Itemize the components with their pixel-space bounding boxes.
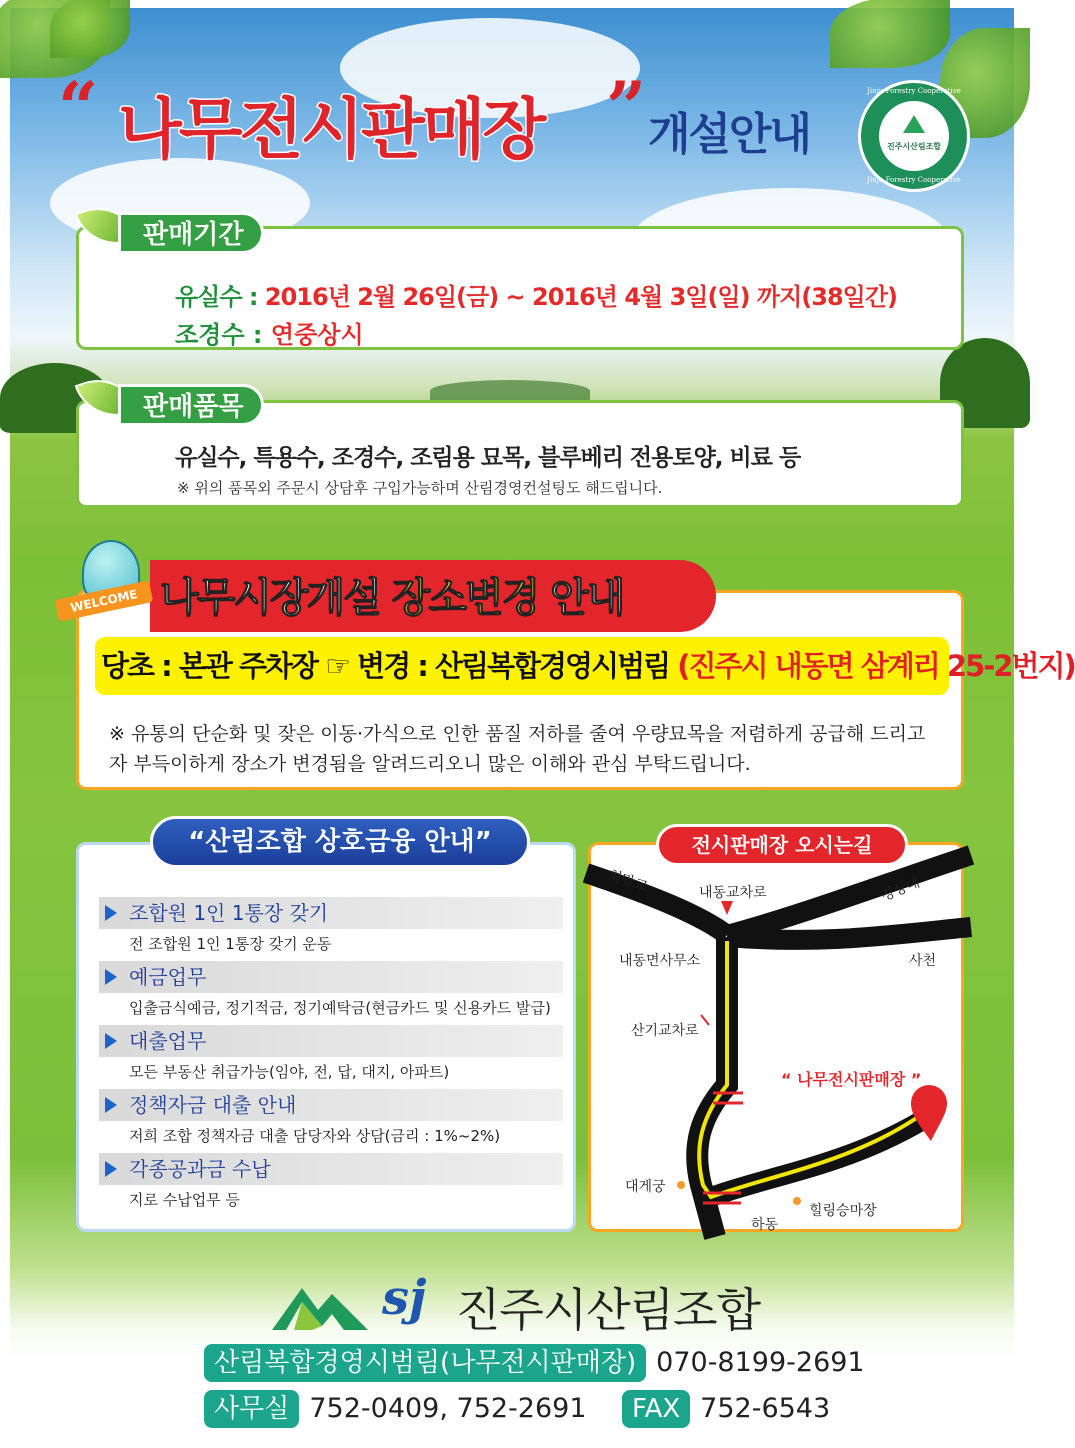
mountain-logo-icon	[272, 1280, 368, 1330]
colon: :	[252, 321, 263, 349]
title-open-quote: “	[58, 66, 99, 149]
seal-ring-text: Jinju Forestry Cooperative	[867, 176, 961, 184]
org-sj-letters: sj	[382, 1270, 427, 1326]
finance-item-title: 조합원 1인 1통장 갖기	[129, 901, 329, 925]
finance-item-head	[99, 1153, 563, 1185]
finance-item-head	[99, 1025, 563, 1057]
sale-items-note: ※ 위의 품목외 주문시 상담후 구입가능하며 산림경영컨설팅도 해드립니다.	[177, 479, 663, 497]
map-label-healing: 힐링승마장	[809, 1203, 877, 1219]
map-label-sangi-ic: 산기교차로	[631, 1023, 699, 1039]
colon: :	[248, 283, 258, 311]
banner-highlight: 장소변경	[391, 575, 539, 621]
finance-item-title: 대출업무	[129, 1029, 207, 1053]
contact-line-3	[622, 1390, 830, 1428]
directions-map	[588, 842, 964, 1232]
finance-box	[76, 842, 576, 1232]
map-label-gyeongsangdae: 경상대	[878, 874, 923, 905]
map-label-daegyegung: 대게궁	[625, 1179, 666, 1195]
cooperative-seal-logo	[858, 80, 970, 192]
contact-phone-forest: 070-8199-2691	[656, 1347, 865, 1378]
finance-item-desc: 저희 조합 정책자금 대출 담당자와 상담(금리 : 1%~2%)	[129, 1127, 501, 1145]
map-title: 전시판매장 오시는길	[656, 824, 908, 866]
triangle-bullet-icon	[105, 1161, 117, 1177]
map-label-destination: “ 나무전시판매장 ”	[781, 1070, 922, 1089]
title-close-quote: ”	[606, 66, 647, 149]
map-label-naedong-office: 내동면사무소	[619, 953, 701, 969]
contact-label-forest: 산림복합경영시범림(나무전시판매장)	[204, 1344, 646, 1382]
finance-item-head	[99, 961, 563, 993]
finance-item-title: 정책자금 대출 안내	[129, 1093, 297, 1117]
new-location-address: (진주시 내동면 삼계리 25-2번지)	[677, 649, 1075, 683]
title-main: 나무전시판매장	[118, 91, 544, 168]
poi-dot-icon	[793, 1197, 801, 1205]
contact-label-fax: FAX	[622, 1390, 690, 1428]
contact-phone-office: 752-0409, 752-2691	[309, 1393, 587, 1424]
landscape-tree-dates: 연중상시	[270, 321, 364, 349]
seal-name: 진주시산림조합	[886, 142, 942, 151]
finance-item-desc: 전 조합원 1인 1통장 갖기 운동	[129, 935, 332, 953]
finance-item-title: 각종공과금 수납	[129, 1157, 271, 1181]
finance-item-title: 예금업무	[129, 965, 207, 989]
org-name: 진주시산림조합	[456, 1283, 761, 1337]
map-label-sacheon: 사천	[909, 953, 937, 969]
sale-period-tag: 판매기간	[118, 212, 264, 254]
finance-item-head	[99, 897, 563, 929]
landscape-tree-period	[175, 315, 364, 350]
finance-item	[99, 1153, 563, 1210]
tree-leaves-decoration	[830, 0, 950, 68]
banner-text-part: 나무시장개설	[160, 575, 392, 621]
contact-label-office: 사무실	[204, 1390, 299, 1428]
sale-items-list: 유실수, 특용수, 조경수, 조림용 묘목, 블루베리 전용토양, 비료 등	[175, 445, 801, 471]
finance-item	[99, 961, 563, 1018]
poi-dot-icon	[677, 1181, 685, 1189]
map-label-naedong-ic: 내동교차로	[699, 885, 767, 901]
finance-item-desc: 입출금식예금, 정기적금, 정기예탁금(현금카드 및 신용카드 발급)	[129, 999, 551, 1017]
fruit-tree-period	[175, 277, 897, 312]
title-subtitle: 개설안내	[648, 109, 811, 160]
contact-fax-number: 752-6543	[700, 1393, 831, 1424]
road-map	[591, 845, 967, 1235]
poster	[10, 8, 1075, 1440]
location-change-line	[95, 637, 1075, 695]
seal-ring-text: Jinju Forestry Cooperative	[867, 87, 961, 95]
location-before-after: 당초 : 본관 주차장 ☞ 변경 : 산림복합경영시범림	[101, 649, 678, 683]
banner-text-part: 안내	[538, 575, 624, 621]
mascot-character	[56, 534, 156, 634]
finance-item-desc: 모든 부동산 취급가능(임야, 전, 답, 대지, 아파트)	[129, 1063, 450, 1081]
location-change-note: ※ 유통의 단순화 및 잦은 이동·가식으로 인한 품질 저하를 줄여 우량묘목을 저렴하게 공급해 드리고자 부득이하게 장소가 변경됨을 알려드리오니 많은 이해와 관심 부탁드립니다.	[109, 723, 926, 775]
contact-line-1	[204, 1344, 865, 1382]
intersection-marker-icon	[721, 901, 733, 915]
banner-text	[160, 566, 624, 623]
fruit-tree-label: 유실수	[175, 283, 242, 311]
mountain-icon	[903, 115, 925, 133]
sale-items-tag: 판매품목	[118, 384, 264, 426]
triangle-bullet-icon	[105, 969, 117, 985]
seal-center	[879, 101, 949, 171]
tree-leaves-decoration	[50, 0, 130, 58]
fruit-tree-dates: 2016년 2월 26일(금) ~ 2016년 4월 3일(일) 까지(38일간)	[264, 283, 897, 311]
intersection-marker-icon	[701, 1015, 709, 1025]
tree-decoration	[430, 380, 590, 402]
finance-item	[99, 1025, 563, 1082]
triangle-bullet-icon	[105, 1097, 117, 1113]
landscape-tree-label: 조경수	[175, 321, 245, 349]
finance-title: “산림조합 상호금융 안내”	[150, 816, 530, 868]
triangle-bullet-icon	[105, 1033, 117, 1049]
finance-item	[99, 1089, 563, 1146]
triangle-bullet-icon	[105, 905, 117, 921]
map-label-huimanggyo: 희망교	[605, 867, 650, 896]
finance-item	[99, 897, 563, 954]
contact-line-2	[204, 1390, 587, 1428]
welcome-ribbon: WELCOME	[55, 580, 153, 621]
finance-item-desc: 지로 수납업무 등	[129, 1191, 240, 1209]
map-label-hadong: 하동	[751, 1217, 779, 1233]
location-change-banner	[150, 560, 716, 632]
finance-item-head	[99, 1089, 563, 1121]
